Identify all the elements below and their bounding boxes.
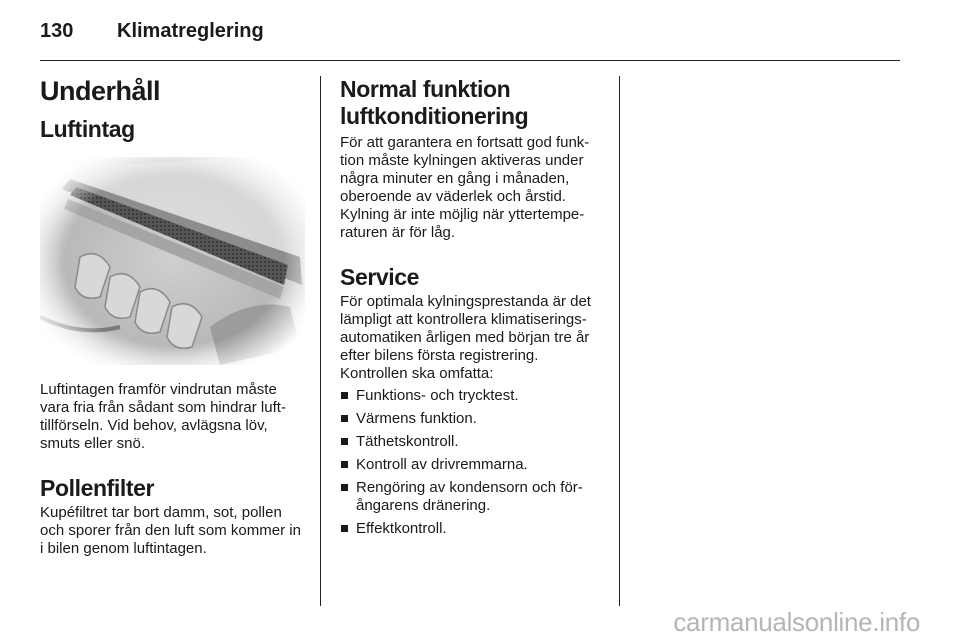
service-text: För optimala kylningsprestanda är det lämpligt att kontrollera klimatiserings-automatiken årligen med början tre år efter bilens första registrering. Kontrollen ska omfatta:: [340, 293, 591, 382]
column-divider-2: [619, 76, 620, 606]
list-item: Täthetskontroll.: [340, 433, 608, 451]
pollen-filter-title: Pollenfilter: [40, 475, 155, 501]
bullet-square-icon: [341, 461, 348, 468]
section-title: Underhåll: [40, 76, 161, 106]
list-item: Funktions- och trycktest.: [340, 387, 608, 405]
normal-function-title: Normal funktion luftkonditionering: [340, 76, 529, 129]
pollen-filter-text: Kupéfiltret tar bort damm, sot, pollen och sporer från den luft som kommer in i bilen genom luftintagen.: [40, 504, 301, 557]
service-title: Service: [340, 264, 420, 290]
bullet-square-icon: [341, 525, 348, 532]
list-item: Effektkontroll.: [340, 520, 608, 538]
air-intake-illustration: [40, 157, 305, 365]
watermark: carmanualsonline.info: [673, 607, 920, 637]
service-checklist: [340, 387, 608, 538]
list-item: Kontroll av drivremmarna.: [340, 456, 608, 474]
bullet-square-icon: [341, 392, 348, 399]
air-intake-text: Luftintagen framför vindrutan måste vara fria från sådant som hindrar luft-tillförseln. Vid behov, avlägsna löv, smuts eller snö.: [40, 381, 286, 452]
header-rule: [40, 60, 900, 61]
column-middle: [340, 76, 608, 543]
subsection-title: Luftintag: [40, 116, 135, 142]
chapter-title: Klimatreglering: [117, 20, 264, 42]
bullet-square-icon: [341, 438, 348, 445]
column-left: [40, 76, 306, 558]
normal-function-text: För att garantera en fortsatt god funk-tion måste kylningen aktiveras under några minuter en gång i månaden, oberoende av väderlek och årstid. Kylning är inte möjlig när yttertempe-raturen är för låg.: [340, 134, 590, 241]
bullet-square-icon: [341, 484, 348, 491]
column-divider-1: [320, 76, 321, 606]
list-item: Rengöring av kondensorn och för-ångarens dränering.: [340, 479, 608, 515]
page-number: 130: [40, 20, 74, 42]
bullet-square-icon: [341, 415, 348, 422]
list-item: Värmens funktion.: [340, 410, 608, 428]
